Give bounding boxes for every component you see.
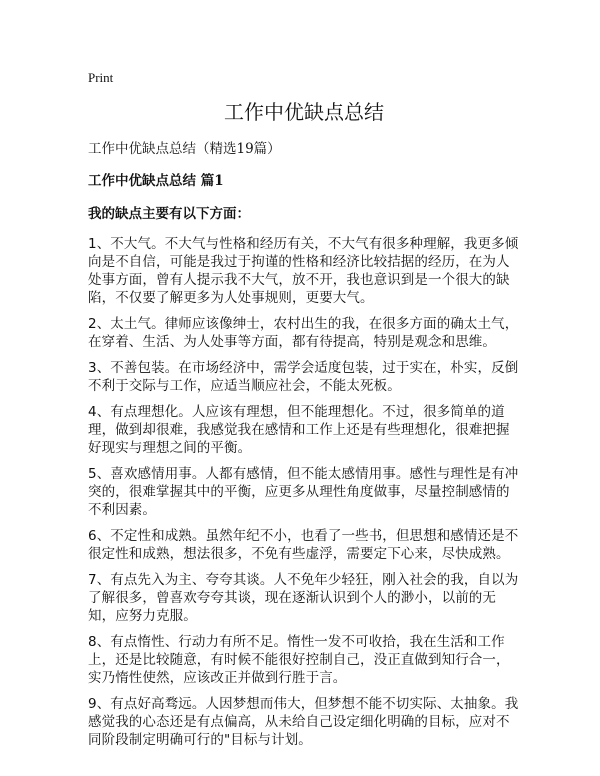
page-title: 工作中优缺点总结 [224, 100, 384, 124]
document-subtitle: 工作中优缺点总结（精选19篇） [88, 141, 281, 157]
paragraph: 2、太土气。律师应该像绅士，农村出生的我，在很多方面的确太土气，在穿着、生活、为人处事等方面，都有待提高，特别是观念和思维。 [88, 316, 519, 350]
paragraph: 3、不善包装。在市场经济中，需学会适度包装，过于实在，朴实，反倒不利于交际与工作，应适当顺应社会，不能太死板。 [88, 360, 519, 394]
intro-heading: 我的缺点主要有以下方面： [88, 206, 250, 222]
paragraph: 1、不大气。不大气与性格和经历有关，不大气有很多种理解，我更多倾向是不自信，可能是我过于拘谨的性格和经济比较拮据的经历，在为人处事方面，曾有人提示我不大气，放不开，我也意识到是一个很大的缺陷，不仅要了解更多为人处事规则，更要大气。 [88, 236, 519, 306]
paragraph: 6、不定性和成熟。虽然年纪不小，也看了一些书，但思想和感情还是不很定性和成熟，想法很多，不免有些虚浮，需要定下心来，尽快成熟。 [88, 528, 519, 562]
paragraph: 7、有点先入为主、夸夸其谈。人不免年少轻狂，刚入社会的我，自以为了解很多，曾喜欢夸夸其谈，现在逐渐认识到个人的渺小，以前的无知，应努力克服。 [88, 572, 519, 624]
paragraph: 9、有点好高骛远。人因梦想而伟大，但梦想不能不切实际、太抽象。我感觉我的心态还是有点偏高，从未给自己设定细化明确的目标，应对不同阶段制定明确可行的"目标与计划。 [88, 696, 519, 748]
paragraph: 4、有点理想化。人应该有理想，但不能理想化。不过，很多简单的道理，做到却很难，我感觉我在感情和工作上还是有些理想化，很难把握好现实与理想之间的平衡。 [88, 404, 510, 456]
print-link[interactable]: Print [88, 70, 114, 85]
document-page [88, 70, 520, 757]
paragraph: 5、喜欢感情用事。人都有感情，但不能太感情用事。感性与理性是有冲突的，很难掌握其中的平衡，应更多从理性角度做事，尽量控制感情的不利因素。 [88, 466, 519, 518]
section-heading: 工作中优缺点总结 篇1 [88, 173, 224, 189]
paragraph: 8、有点惰性、行动力有所不足。惰性一发不可收拾，我在生活和工作上，还是比较随意，有时候不能很好控制自己，没正直做到知行合一，实乃惰性使然，应该改正并做到行胜于言。 [88, 634, 510, 686]
